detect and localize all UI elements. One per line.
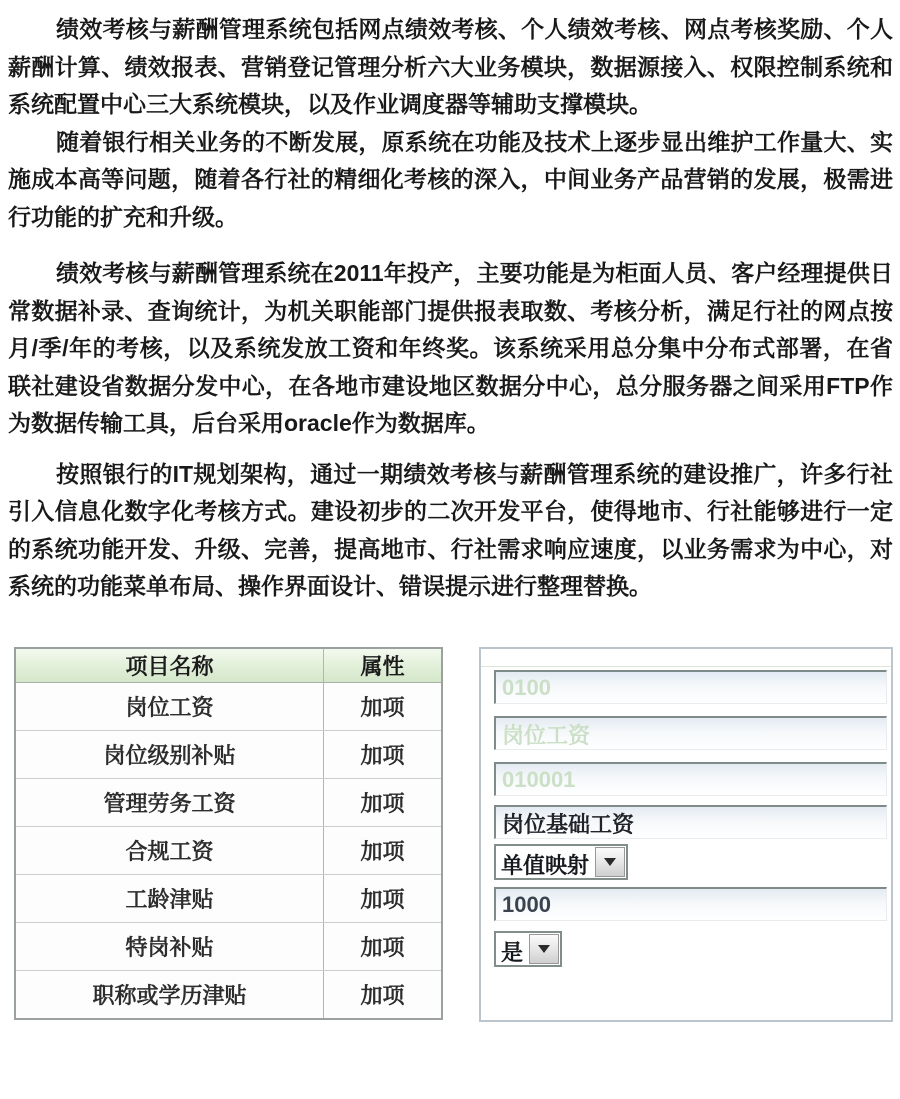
item-detail-panel: [479, 647, 893, 1022]
table-row: [15, 826, 442, 874]
table-cell-attribute: 加项: [324, 730, 443, 778]
table-cell-item-name: 岗位级别补贴: [15, 730, 324, 778]
mapping-type-select[interactable]: [494, 844, 628, 880]
table-header-item-name: 项目名称: [15, 648, 324, 683]
table-cell-attribute: 加项: [324, 874, 443, 922]
paragraph: 绩效考核与薪酬管理系统在2011年投产，主要功能是为柜面人员、客户经理提供日常数据补录、查询统计，为机关职能部门提供报表取数、考核分析，满足行社的网点按月/季/年的考核，以及系统发放工资和年终奖。该系统采用总分集中分布式部署，在省联社建设省数据分发中心，在各地市建设地区数据分中心，总分服务器之间采用FTP作为数据传输工具，后台采用oracle作为数据库。: [8, 260, 893, 436]
table-cell-attribute: 加项: [324, 682, 443, 730]
panel-top-strip: [481, 649, 891, 667]
mapping-type-value: 单值映射: [501, 852, 590, 878]
chevron-down-icon: [604, 858, 616, 866]
table-header-row: [15, 648, 442, 683]
chevron-down-icon: [538, 945, 550, 953]
table-row: [15, 922, 442, 970]
table-cell-item-name: 管理劳务工资: [15, 778, 324, 826]
table-header-attribute: 属性: [324, 648, 443, 683]
table-cell-attribute: 加项: [324, 970, 443, 1019]
flag-select[interactable]: [494, 931, 562, 967]
table-row: [15, 970, 442, 1019]
table-cell-item-name: 岗位工资: [15, 682, 324, 730]
table-cell-item-name: 特岗补贴: [15, 922, 324, 970]
table-row: [15, 778, 442, 826]
item-detail-form: [481, 670, 891, 967]
table-cell-attribute: 加项: [324, 826, 443, 874]
paragraph: 随着银行相关业务的不断发展，原系统在功能及技术上逐步显出维护工作量大、实施成本高等问题，随着各行社的精细化考核的深入，中间业务产品营销的发展，极需进行功能的扩充和升级。: [8, 128, 893, 230]
salary-items-table: [14, 647, 443, 1020]
dropdown-arrow-button[interactable]: [595, 847, 625, 877]
bottom-section: [14, 647, 893, 1022]
paragraph: 绩效考核与薪酬管理系统包括网点绩效考核、个人绩效考核、网点考核奖励、个人薪酬计算、绩效报表、营销登记管理分析六大业务模块，数据源接入、权限控制系统和系统配置中心三大系统模块，以及作业调度器等辅助支撑模块。: [8, 16, 893, 117]
paragraph: 按照银行的IT规划架构，通过一期绩效考核与薪酬管理系统的建设推广，许多行社引入信息化数字化考核方式。建设初步的二次开发平台，使得地市、行社能够进行一定的系统功能开发、升级、完善，提高地市、行社需求响应速度，以业务需求为中心，对系统的功能菜单布局、操作界面设计、错误提示进行整理替换。: [8, 460, 893, 599]
table-cell-item-name: 工龄津贴: [15, 874, 324, 922]
table-row: [15, 682, 442, 730]
table-cell-item-name: 合规工资: [15, 826, 324, 874]
flag-value: 是: [501, 939, 524, 965]
category-code-input: [494, 670, 887, 704]
dropdown-arrow-button[interactable]: [529, 934, 559, 964]
item-code-input: [494, 762, 887, 796]
table-cell-attribute: 加项: [324, 922, 443, 970]
table-cell-item-name: 职称或学历津贴: [15, 970, 324, 1019]
table-row: [15, 730, 442, 778]
item-name-input[interactable]: [494, 805, 887, 839]
table-cell-attribute: 加项: [324, 778, 443, 826]
default-value-input[interactable]: [494, 887, 887, 921]
group-name-input: [494, 716, 887, 750]
table-row: [15, 874, 442, 922]
